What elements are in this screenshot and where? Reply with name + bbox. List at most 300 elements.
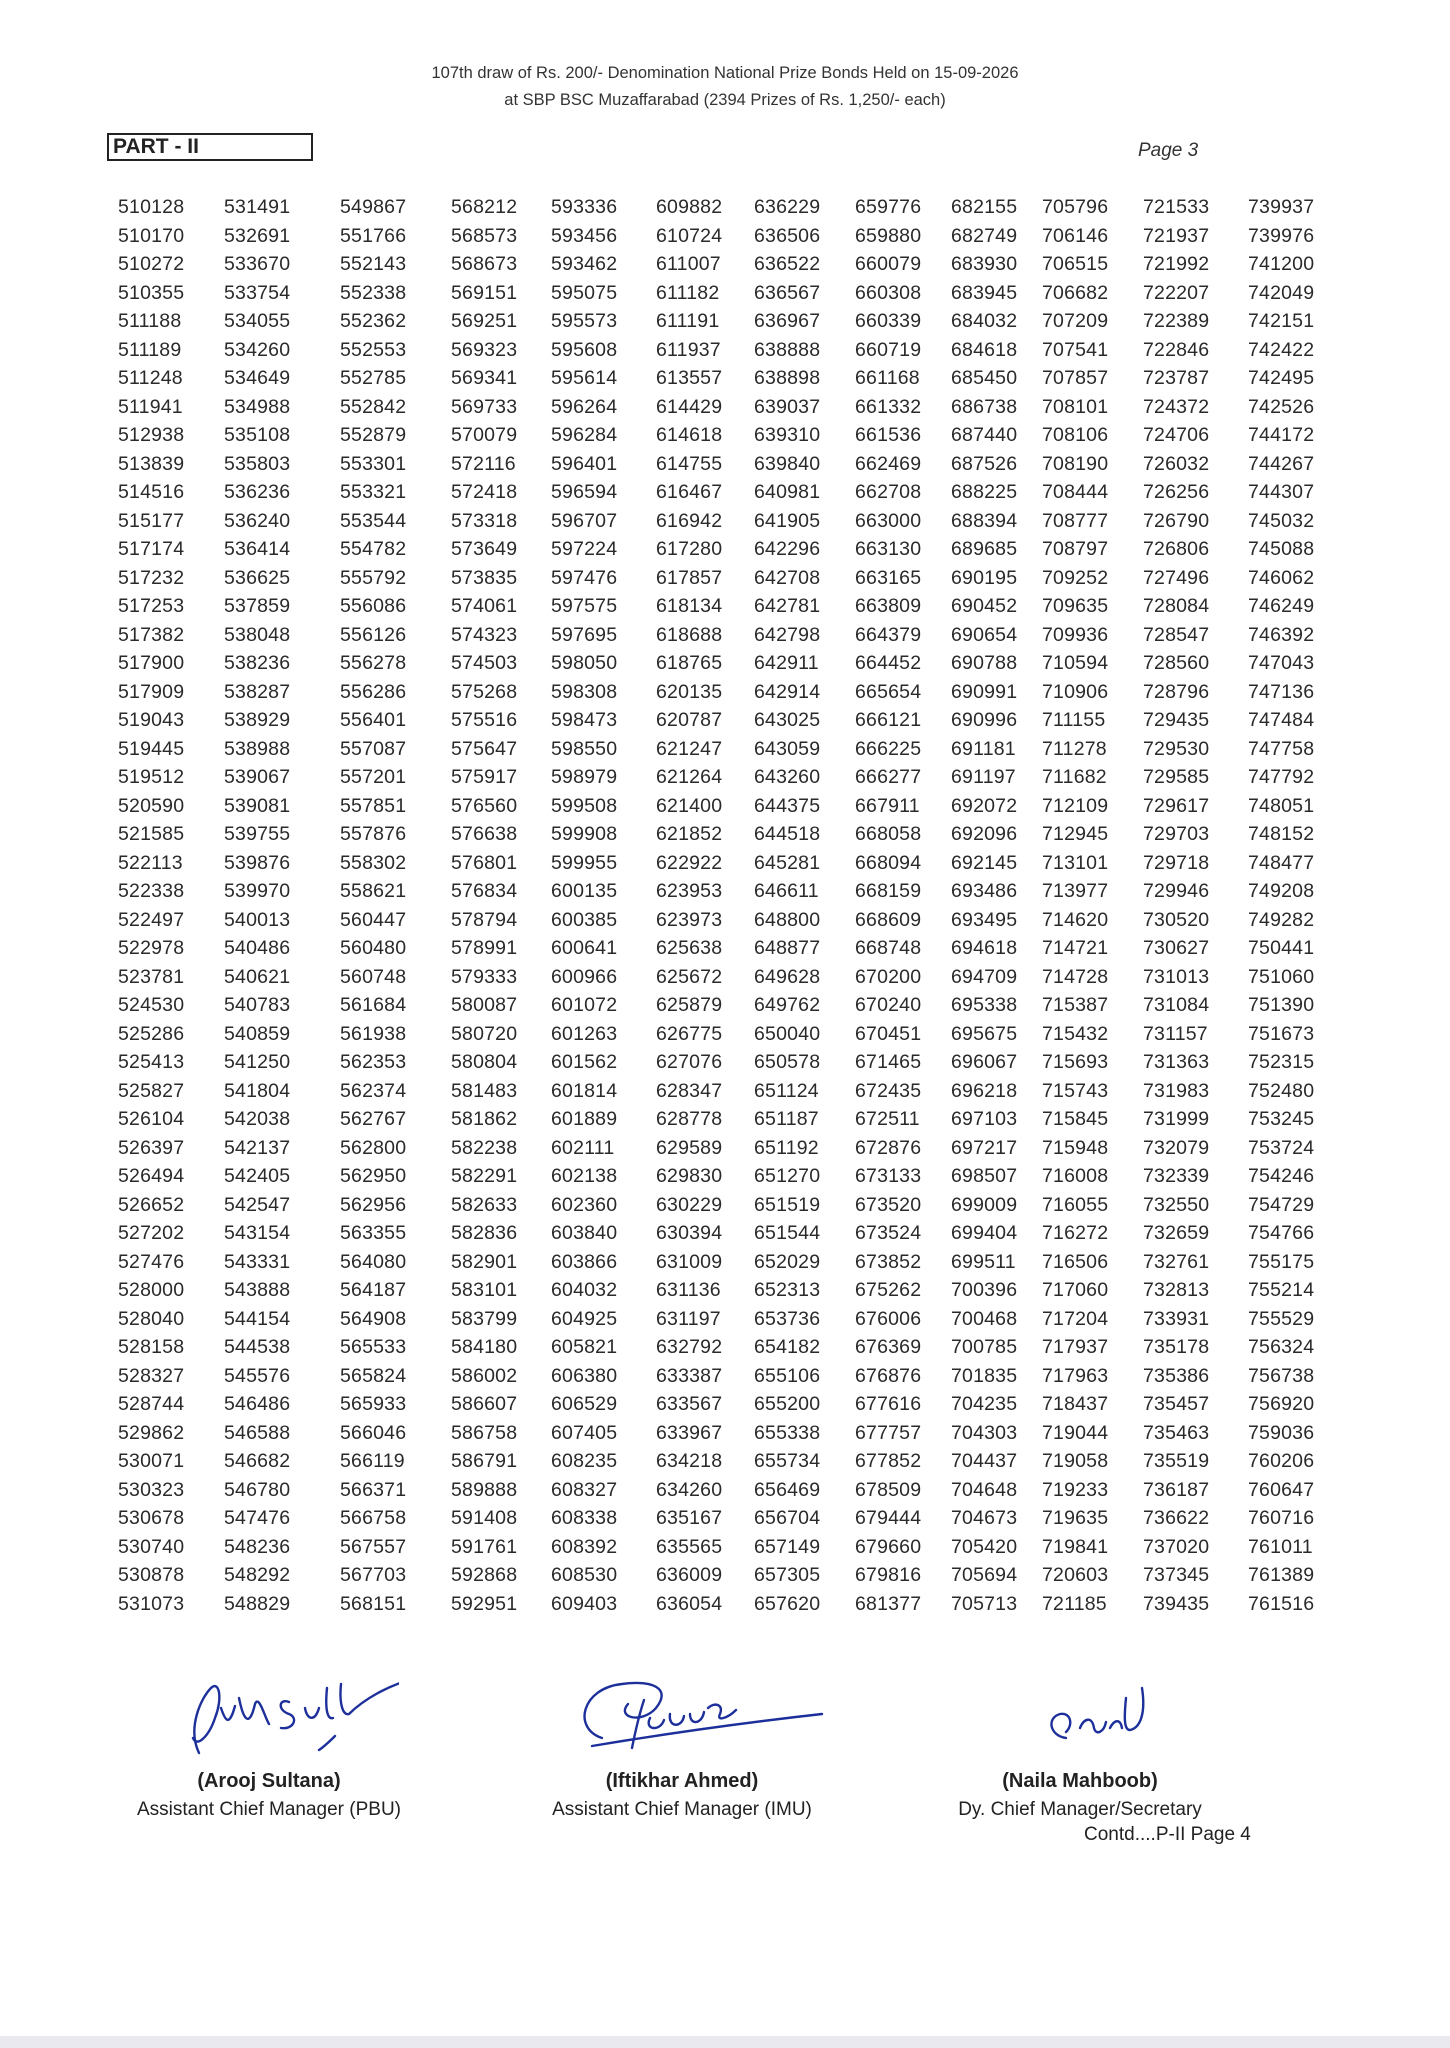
prize-number: 759036	[1248, 1421, 1315, 1444]
prize-number: 586607	[451, 1393, 518, 1415]
prize-number: 539970	[224, 880, 291, 902]
prize-number: 731363	[1143, 1051, 1210, 1073]
prize-number: 670240	[855, 994, 922, 1016]
number-column	[1042, 193, 1108, 1618]
prize-number: 696067	[951, 1051, 1018, 1073]
prize-number: 717204	[1042, 1307, 1109, 1330]
prize-number: 603866	[551, 1250, 618, 1273]
number-column	[656, 193, 722, 1618]
prize-number: 528327	[118, 1364, 185, 1387]
prize-number: 687526	[951, 452, 1018, 475]
prize-number: 596401	[551, 452, 618, 475]
prize-number: 557851	[340, 794, 407, 817]
prize-number: 754246	[1248, 1165, 1315, 1187]
prize-number: 596284	[551, 424, 618, 446]
prize-number: 517900	[118, 652, 185, 674]
prize-number: 564908	[340, 1307, 407, 1330]
prize-number: 528158	[118, 1336, 185, 1358]
prize-number: 600641	[551, 937, 618, 959]
prize-number: 534988	[224, 395, 291, 418]
prize-number: 639310	[754, 424, 821, 446]
prize-number: 704235	[951, 1393, 1018, 1415]
prize-number: 643059	[754, 737, 821, 760]
prize-number: 525827	[118, 1079, 185, 1102]
prize-number: 632792	[656, 1336, 723, 1358]
prize-number: 690991	[951, 680, 1018, 703]
prize-number: 652029	[754, 1250, 821, 1273]
prize-number: 660339	[855, 310, 922, 332]
prize-number: 708106	[1042, 424, 1109, 446]
prize-number: 670200	[855, 965, 922, 988]
prize-number: 611007	[656, 253, 721, 275]
prize-number: 569733	[451, 395, 518, 418]
prize-number: 715432	[1042, 1022, 1109, 1045]
prize-number: 532691	[224, 224, 291, 247]
prize-number: 564187	[340, 1279, 407, 1301]
prize-number: 602360	[551, 1193, 618, 1216]
prize-number: 701835	[951, 1364, 1018, 1387]
prize-number: 552842	[340, 395, 407, 418]
prize-number: 643260	[754, 766, 821, 788]
prize-number: 668058	[855, 823, 922, 845]
prize-number: 598550	[551, 737, 618, 760]
prize-number: 693486	[951, 880, 1018, 902]
prize-number: 751673	[1248, 1022, 1315, 1045]
prize-number: 710906	[1042, 680, 1109, 703]
prize-number: 728796	[1143, 680, 1210, 703]
prize-number: 677852	[855, 1450, 922, 1472]
prize-number: 756920	[1248, 1393, 1315, 1415]
prize-number: 542405	[224, 1165, 291, 1187]
prize-number: 544538	[224, 1336, 291, 1358]
prize-number: 717060	[1042, 1279, 1109, 1301]
prize-number: 692145	[951, 851, 1018, 874]
prize-number: 681377	[855, 1592, 922, 1615]
prize-number: 661332	[855, 395, 922, 418]
prize-number: 580720	[451, 1022, 518, 1045]
prize-number: 732659	[1143, 1222, 1210, 1244]
prize-number: 511189	[118, 338, 182, 361]
prize-number: 633567	[656, 1393, 723, 1415]
prize-number: 626775	[656, 1022, 723, 1045]
prize-number: 574061	[451, 595, 518, 617]
prize-number: 655200	[754, 1393, 821, 1415]
prize-number: 656704	[754, 1507, 821, 1529]
prize-number: 731983	[1143, 1079, 1210, 1102]
prize-number: 573649	[451, 538, 518, 560]
prize-number: 578794	[451, 908, 518, 931]
prize-number: 649628	[754, 965, 821, 988]
prize-number: 682155	[951, 196, 1018, 218]
prize-number: 555792	[340, 566, 407, 589]
prize-number: 625638	[656, 937, 723, 959]
prize-number: 731157	[1143, 1022, 1208, 1045]
prize-number: 557201	[340, 766, 407, 788]
prize-number: 655734	[754, 1450, 821, 1472]
prize-number: 735519	[1143, 1450, 1210, 1472]
prize-number: 538929	[224, 709, 291, 731]
prize-number: 732339	[1143, 1165, 1210, 1187]
prize-number: 560447	[340, 908, 407, 931]
prize-number: 714721	[1042, 937, 1109, 959]
prize-number: 569151	[451, 281, 518, 304]
scan-edge	[0, 2036, 1450, 2048]
prize-number: 688394	[951, 509, 1018, 532]
prize-number: 533754	[224, 281, 291, 304]
prize-number: 645281	[754, 851, 821, 874]
prize-number: 643025	[754, 709, 821, 731]
prize-number: 528000	[118, 1279, 185, 1301]
prize-number: 582836	[451, 1222, 518, 1244]
prize-number: 736622	[1143, 1507, 1210, 1529]
prize-number: 679660	[855, 1535, 922, 1558]
prize-number: 566371	[340, 1478, 407, 1501]
prize-number: 712109	[1042, 794, 1109, 817]
prize-number: 519043	[118, 709, 185, 731]
prize-number: 576638	[451, 823, 518, 845]
prize-number: 546588	[224, 1421, 291, 1444]
prize-number: 618134	[656, 595, 723, 617]
prize-number: 548292	[224, 1564, 291, 1586]
prize-number: 675262	[855, 1279, 922, 1301]
prize-number: 663000	[855, 509, 922, 532]
prize-number: 582291	[451, 1165, 518, 1187]
prize-number: 686738	[951, 395, 1018, 418]
prize-number: 541250	[224, 1051, 291, 1073]
prize-number: 642911	[754, 652, 819, 674]
prize-number: 726790	[1143, 509, 1210, 532]
prize-number: 572116	[451, 452, 516, 475]
prize-number: 526494	[118, 1165, 185, 1187]
prize-number: 527202	[118, 1222, 185, 1244]
prize-number: 552143	[340, 253, 407, 275]
prize-number: 667911	[855, 794, 920, 817]
prize-number: 731013	[1143, 965, 1210, 988]
prize-number: 600135	[551, 880, 618, 902]
prize-number: 568212	[451, 196, 518, 218]
prize-number: 567703	[340, 1564, 407, 1586]
prize-number: 642781	[754, 595, 821, 617]
prize-number: 556401	[340, 709, 407, 731]
prize-number: 573318	[451, 509, 518, 532]
prize-number: 578991	[451, 937, 518, 959]
prize-number: 631136	[656, 1279, 721, 1301]
prize-number: 735386	[1143, 1364, 1210, 1387]
prize-number: 719233	[1042, 1478, 1109, 1501]
prize-number: 543331	[224, 1250, 291, 1273]
prize-number: 742495	[1248, 367, 1315, 389]
prize-number: 761011	[1248, 1535, 1313, 1558]
prize-number: 690452	[951, 595, 1018, 617]
prize-number: 735463	[1143, 1421, 1210, 1444]
prize-number: 752480	[1248, 1079, 1315, 1102]
prize-number: 676006	[855, 1307, 922, 1330]
prize-number: 690996	[951, 709, 1018, 731]
prize-number: 745088	[1248, 538, 1315, 560]
prize-number: 538048	[224, 623, 291, 646]
prize-number: 724706	[1143, 424, 1210, 446]
prize-number: 583799	[451, 1307, 518, 1330]
prize-number: 747043	[1248, 652, 1315, 674]
prize-number: 729585	[1143, 766, 1210, 788]
prize-number: 608530	[551, 1564, 618, 1586]
prize-number: 651270	[754, 1165, 821, 1187]
prize-number: 741200	[1248, 253, 1315, 275]
prize-number: 552785	[340, 367, 407, 389]
prize-number: 531491	[224, 196, 291, 218]
prize-number: 554782	[340, 538, 407, 560]
prize-number: 668609	[855, 908, 922, 931]
signatory-name: (Iftikhar Ahmed)	[605, 1770, 759, 1792]
prize-number: 707541	[1042, 338, 1109, 361]
prize-number: 540486	[224, 937, 291, 959]
prize-number: 530071	[118, 1450, 185, 1472]
prize-number: 599908	[551, 823, 618, 845]
prize-number: 655338	[754, 1421, 821, 1444]
prize-number: 606380	[551, 1364, 618, 1387]
prize-number: 596594	[551, 481, 618, 503]
prize-number: 682749	[951, 224, 1018, 247]
prize-number: 732079	[1143, 1136, 1210, 1159]
prize-number: 739435	[1143, 1592, 1210, 1615]
prize-number: 560480	[340, 937, 407, 959]
prize-number: 683930	[951, 253, 1018, 275]
prize-number: 732813	[1143, 1279, 1210, 1301]
prize-number: 630229	[656, 1193, 723, 1216]
prize-number: 539067	[224, 766, 291, 788]
prize-number: 557087	[340, 737, 407, 760]
prize-number: 598050	[551, 652, 618, 674]
prize-number: 698507	[951, 1165, 1018, 1187]
prize-number: 552338	[340, 281, 407, 304]
prize-number: 520590	[118, 794, 185, 817]
prize-number: 540859	[224, 1022, 291, 1045]
prize-number: 761389	[1248, 1564, 1315, 1586]
prize-number: 729703	[1143, 823, 1210, 845]
prize-number: 608338	[551, 1507, 618, 1529]
prize-number: 530740	[118, 1535, 185, 1558]
prize-number: 690788	[951, 652, 1018, 674]
prize-number: 633387	[656, 1364, 723, 1387]
prize-number: 566119	[340, 1450, 405, 1472]
prize-number: 534649	[224, 367, 291, 389]
prize-number: 595075	[551, 281, 618, 304]
prize-number: 592868	[451, 1564, 518, 1586]
prize-number: 600385	[551, 908, 618, 931]
prize-number: 536414	[224, 538, 291, 560]
prize-number: 678509	[855, 1478, 922, 1501]
prize-number: 629589	[656, 1136, 723, 1159]
prize-number: 602138	[551, 1165, 618, 1187]
prize-number: 562956	[340, 1193, 407, 1216]
prize-number: 650040	[754, 1022, 821, 1045]
prize-number: 621264	[656, 766, 723, 788]
prize-number: 638888	[754, 338, 821, 361]
prize-number: 660719	[855, 338, 922, 361]
prize-number: 540621	[224, 965, 291, 988]
prize-number: 644518	[754, 823, 821, 845]
prize-number: 514516	[118, 481, 185, 503]
prize-number: 752315	[1248, 1051, 1315, 1073]
prize-number: 541804	[224, 1079, 291, 1102]
prize-number: 699404	[951, 1222, 1018, 1244]
prize-number: 668094	[855, 851, 922, 874]
prize-number: 635167	[656, 1507, 723, 1529]
prize-number: 561938	[340, 1022, 407, 1045]
prize-number: 542547	[224, 1193, 291, 1216]
prize-number: 640981	[754, 481, 821, 503]
prize-number: 605821	[551, 1336, 618, 1358]
prize-number: 719044	[1042, 1421, 1109, 1444]
prize-number: 536236	[224, 481, 291, 503]
prize-number: 706515	[1042, 253, 1109, 275]
prize-number: 673520	[855, 1193, 922, 1216]
prize-number: 638898	[754, 367, 821, 389]
number-column	[224, 193, 290, 1618]
prize-number: 636054	[656, 1592, 723, 1615]
prize-number: 536625	[224, 566, 291, 589]
prize-number: 690195	[951, 566, 1018, 589]
prize-number: 694709	[951, 965, 1018, 988]
prize-number: 684032	[951, 310, 1018, 332]
prize-number: 568151	[340, 1592, 407, 1615]
prize-number: 608327	[551, 1478, 618, 1501]
prize-number: 735457	[1143, 1393, 1210, 1415]
prize-number: 593336	[551, 196, 618, 218]
prize-number: 575268	[451, 680, 518, 703]
continued-note: Contd....P-II Page 4	[1084, 1824, 1251, 1845]
prize-number: 597575	[551, 595, 618, 617]
prize-number: 586791	[451, 1450, 518, 1472]
prize-number: 602111	[551, 1136, 615, 1159]
prize-number: 661536	[855, 424, 922, 446]
prize-number: 610724	[656, 224, 723, 247]
prize-number: 635565	[656, 1535, 723, 1558]
prize-number: 704648	[951, 1478, 1018, 1501]
prize-number: 742151	[1248, 310, 1315, 332]
prize-number: 614755	[656, 452, 723, 475]
prize-number: 601562	[551, 1051, 618, 1073]
prize-number: 711278	[1042, 737, 1107, 760]
prize-number: 754729	[1248, 1193, 1315, 1216]
prize-number: 616942	[656, 509, 723, 532]
prize-number: 749282	[1248, 908, 1315, 931]
prize-number: 568573	[451, 224, 518, 247]
prize-number: 753245	[1248, 1108, 1315, 1130]
prize-number: 651192	[754, 1136, 819, 1159]
prize-number: 525286	[118, 1022, 185, 1045]
prize-number: 721937	[1143, 224, 1210, 247]
prize-number: 690654	[951, 623, 1018, 646]
prize-number: 666225	[855, 737, 922, 760]
prize-number: 598473	[551, 709, 618, 731]
prize-number: 613557	[656, 367, 723, 389]
prize-number: 668159	[855, 880, 922, 902]
prize-number: 562353	[340, 1051, 407, 1073]
prize-number: 560748	[340, 965, 407, 988]
signature-image	[970, 1658, 1190, 1768]
prize-number: 692096	[951, 823, 1018, 845]
prize-number: 748152	[1248, 823, 1315, 845]
prize-number: 634218	[656, 1450, 723, 1472]
prize-number: 582238	[451, 1136, 518, 1159]
prize-number: 562800	[340, 1136, 407, 1159]
prize-number: 591761	[451, 1535, 518, 1558]
prize-number: 546486	[224, 1393, 291, 1415]
prize-number: 539081	[224, 794, 291, 817]
prize-number: 611191	[656, 310, 720, 332]
prize-number: 575917	[451, 766, 518, 788]
prize-number: 596707	[551, 509, 618, 532]
prize-number: 608392	[551, 1535, 618, 1558]
prize-number: 614618	[656, 424, 723, 446]
prize-number: 522978	[118, 937, 185, 959]
prize-number: 729530	[1143, 737, 1210, 760]
prize-number: 717937	[1042, 1336, 1109, 1358]
prize-number: 705796	[1042, 196, 1109, 218]
prize-number: 736187	[1143, 1478, 1210, 1501]
prize-number: 595614	[551, 367, 618, 389]
prize-number: 574503	[451, 652, 518, 674]
prize-number: 598308	[551, 680, 618, 703]
prize-number: 719841	[1042, 1535, 1109, 1558]
prize-number: 530678	[118, 1507, 185, 1529]
prize-number: 598979	[551, 766, 618, 788]
prize-number: 553321	[340, 481, 407, 503]
prize-number: 644375	[754, 794, 821, 817]
prize-number: 593462	[551, 253, 618, 275]
prize-number: 556286	[340, 680, 407, 703]
prize-number: 671465	[855, 1051, 922, 1073]
header-line-2: at SBP BSC Muzaffarabad (2394 Prizes of Rs. 1,250/- each)	[504, 91, 946, 109]
prize-number: 722389	[1143, 310, 1210, 332]
prize-number: 663130	[855, 538, 922, 560]
prize-number: 510128	[118, 196, 185, 218]
prize-number: 708444	[1042, 481, 1109, 503]
prize-number: 575647	[451, 737, 518, 760]
prize-number: 627076	[656, 1051, 723, 1073]
prize-number: 568673	[451, 253, 518, 275]
signatory-name: (Naila Mahboob)	[1002, 1770, 1158, 1792]
prize-number: 599508	[551, 794, 618, 817]
prize-number: 576560	[451, 794, 518, 817]
prize-number: 661168	[855, 367, 920, 389]
prize-number: 549867	[340, 196, 407, 218]
prize-number: 566758	[340, 1507, 407, 1529]
prize-number: 673852	[855, 1250, 922, 1273]
prize-number: 737020	[1143, 1535, 1210, 1558]
prize-number: 545576	[224, 1364, 291, 1387]
prize-number: 510355	[118, 281, 185, 304]
prize-number: 596264	[551, 395, 618, 418]
prize-number: 558302	[340, 851, 407, 874]
prize-number: 664452	[855, 652, 922, 674]
prize-number: 519445	[118, 737, 185, 760]
prize-number: 746062	[1248, 566, 1315, 589]
prize-number: 688225	[951, 481, 1018, 503]
prize-number: 654182	[754, 1336, 821, 1358]
prize-number: 551766	[340, 224, 407, 247]
prize-number: 537859	[224, 595, 291, 617]
prize-number: 636506	[754, 224, 821, 247]
prize-number: 677757	[855, 1421, 922, 1444]
prize-number: 687440	[951, 424, 1018, 446]
prize-number: 570079	[451, 424, 518, 446]
prize-number: 601263	[551, 1022, 618, 1045]
prize-number: 522338	[118, 880, 185, 902]
prize-number: 548236	[224, 1535, 291, 1558]
page-number: Page 3	[1138, 140, 1199, 161]
